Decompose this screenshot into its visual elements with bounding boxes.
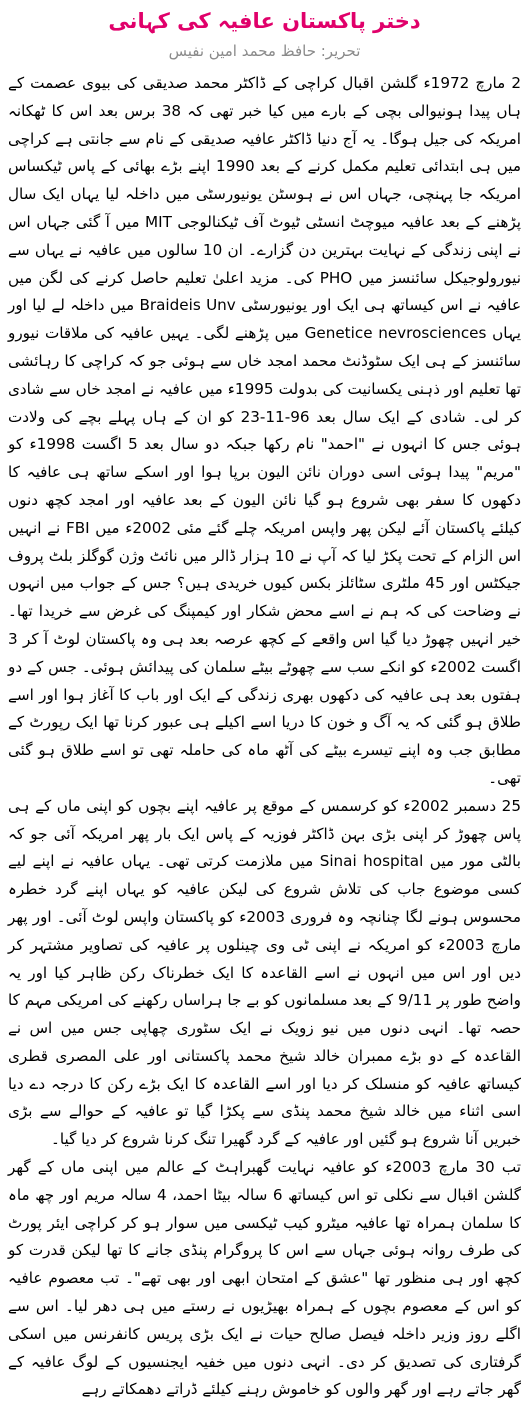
article-title: دختر پاکستان عافیہ کی کہانی	[108, 9, 421, 33]
article-paragraph-3: تب 30 مارچ 2003ء کو عافیہ نہایت گھبراہٹ کے عالم میں اپنی ماں کے گھر گلشن اقبال سے نکلی تو اس کیساتھ 6 سالہ بیٹا احمد، 4 سالہ مریم اور چھ ماہ کا سلمان ہمراہ تھا عافیہ میٹرو کیب ٹیکسی میں سوار ہو کر کراچی ایئر پورٹ کی طرف روانہ ہوئی جہاں سے اس کا پروگرام پنڈی جانے کا تھا لیکن قدرت کو کچھ اور ہی منظور تھا "عشق کے امتحان ابھی اور بھی تھے"۔ تب معصوم عافیہ کو اس کے معصوم بچوں کے ہمراہ بھیڑیوں نے رستے میں ہی دھر لیا۔ اس سے اگلے روز وزیر داخلہ فیصل صالح حیات نے ایک بڑی پریس کانفرنس میں اسکی گرفتاری کی تصدیق کر دی۔ انہی دنوں میں خفیہ ایجنسیوں کے لوگ عافیہ کے گھر جاتے رہے اور گھر والوں کو خاموش رہنے کیلئے ڈراتے دھمکاتے رہے	[8, 1158, 521, 1399]
article-paragraph-1: 2 مارچ 1972ء گلشن اقبال کراچی کے ڈاکٹر محمد صدیقی کی بیوی عصمت کے ہاں پیدا ہونیوالی بچی کے بارے میں کیا خبر تھی کہ 38 برس بعد اس کا ٹھکانہ امریکہ کی جیل ہوگا۔ یہ آج دنیا ڈاکٹر عافیہ صدیقی کے نام سے جانتی ہے کراچی میں ہی ابتدائی تعلیم مکمل کرنے کے بعد 1990 اپنے بڑے بھائی کے پاس ٹیکساس امریکہ جا پہنچی، جہاں اس نے ہوسٹن یونیورسٹی میں داخلہ لیا یہاں ایک سال پڑھنے کے بعد عافیہ میوچٹ انسٹی ٹیوٹ آف ٹیکنالوجی MIT میں آ گئی جہاں اس نے اپنی زندگی کے نہایت بہترین دن گزارے۔ ان 10 سالوں میں عافیہ نے یہاں سے نیورولوجیکل سائنسز میں PHO کی۔ مزید اعلیٰ تعلیم حاصل کرنے کی لگن میں عافیہ نے اس کیساتھ ہی ایک اور یونیورسٹی Braideis Unv میں داخلہ لے لیا اور یہاں Genetice nevrosciences میں پڑھنے لگی۔ یہیں عافیہ کی ملاقات نیورو سائنسز کے ہی ایک سٹوڈنٹ محمد امجد خاں سے ہوئی جو کہ کراچی کا رہائشی تھا تعلیم اور ذہنی یکسانیت کی بدولت 1995ء میں عافیہ نے امجد خاں سے شادی کر لی۔ شادی کے ایک سال بعد 96-11-23 کو ان کے ہاں پہلے بچے کی ولادت ہوئی جس کا انہوں نے "احمد" نام رکھا جبکہ دو سال بعد 5 اگست 1998ء کو "مریم" پیدا ہوئی اسی دوران نائن الیون برپا ہوا اور اسکے ساتھ ہی عافیہ کا دکھوں کا سفر بھی شروع ہو گیا نائن الیون کے بعد عافیہ اور امجد کچھ دنوں کیلئے پاکستان آئے لیکن پھر واپس امریکہ چلے گئے مئی 2002ء میں FBI نے انہیں اس الزام کے تحت پکڑ لیا کہ آپ نے 10 ہزار ڈالر میں نائٹ وژن گوگلز بلٹ پروف جیکٹس اور 45 ملٹری سٹائلز بکس کیوں خریدی ہیں؟ جس کے جواب میں انہوں نے وضاحت کی کہ ہم نے اسے محض شکار اور کیمپنگ کی غرض سے خریدا تھا۔ خیر انہیں چھوڑ دیا گیا اس واقعے کے کچھ عرصہ بعد ہی وہ پاکستان لوٹ آ کر 3 اگست 2002ء کو انکے سب سے چھوٹے بیٹے سلمان کی پیدائش ہوئی۔ جس کے دو ہفتوں بعد ہی عافیہ کی دکھوں بھری زندگی کے ایک اور باب کا آغاز ہوا اور اسے طلاق ہو گئی کہ یہ آگ و خون کا دریا اسے اکیلے ہی عبور کرنا تھا ایک رپورٹ کے مطابق جب وہ اپنے تیسرے بیٹے کی آٹھ ماہ کی حاملہ تھی تو اسے طلاق ہو گئی تھی۔	[8, 74, 522, 787]
article-paragraph-2: 25 دسمبر 2002ء کو کرسمس کے موقع پر عافیہ اپنے بچوں کو اپنی ماں کے ہی پاس چھوڑ کر اپنی بڑی بہن ڈاکٹر فوزیہ کے پاس ایک بار پھر امریکہ آئی جو کہ بالٹی مور میں Sinai hospital میں ملازمت کرتی تھی۔ یہاں عافیہ نے اپنے لیے کسی موضوع جاب کی تلاش شروع کی لیکن عافیہ کو یہاں اپنے گرد خطرہ محسوس ہونے لگا چنانچہ وہ فروری 2003ء کو پاکستان واپس لوٹ آئی۔ اور پھر مارچ 2003ء کو امریکہ نے اپنی ٹی وی چینلوں پر عافیہ کی تصاویر مشتہر کر دیں اور اس میں انہوں نے اسے القاعدہ کا ایک خطرناک رکن ظاہر کیا اور یہ واضح طور پر 9/11 کے بعد مسلمانوں کو بے جا ہراساں رکھنے کی امریکی مہم کا حصہ تھا۔ انہی دنوں میں نیو زویک نے ایک سٹوری چھاپی جس میں اس نے القاعدہ کے دو بڑے ممبران خالد شیخ محمد پاکستانی اور علی المصری قطری کیساتھ عافیہ کو منسلک کر دیا اور اسے القاعدہ کا ایک بڑے رکن کا درجہ دے دیا اسی اثناء میں خالد شیخ محمد پنڈی سے پکڑا گیا تو عافیہ کے حوالے سے بڑی خبریں آنا شروع ہو گئیں اور عافیہ کے گرد گھیرا تنگ کرنا شروع کر دیا گیا۔	[8, 796, 522, 1149]
article-byline: تحریر: حافظ محمد امین نفیس	[168, 42, 361, 60]
